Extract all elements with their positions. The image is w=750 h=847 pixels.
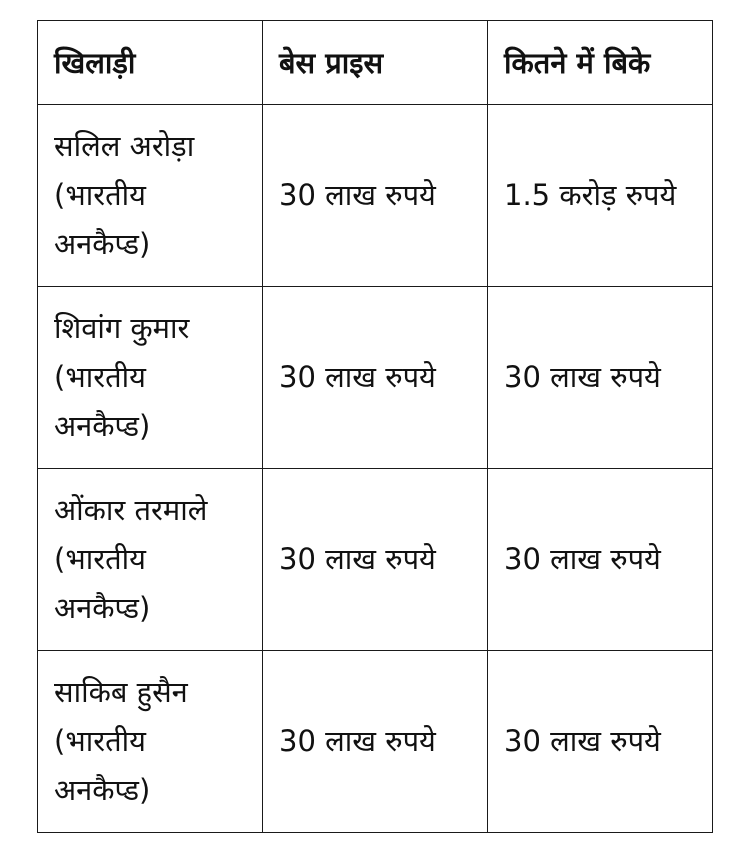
player-type: (भारतीय अनकैप्ड) bbox=[54, 542, 151, 625]
player-name: शिवांग कुमार bbox=[54, 311, 190, 345]
player-name: सलिल अरोड़ा bbox=[54, 129, 195, 163]
sold-for-cell: 1.5 करोड़ रुपये bbox=[488, 105, 713, 287]
base-price-cell: 30 लाख रुपये bbox=[263, 469, 488, 651]
table-row bbox=[38, 651, 713, 833]
base-price-cell: 30 लाख रुपये bbox=[263, 651, 488, 833]
table-header-row bbox=[38, 21, 713, 105]
header-sold-for: कितने में बिके bbox=[488, 21, 713, 105]
player-name: ओंकार तरमाले bbox=[54, 493, 208, 527]
player-name: साकिब हुसैन bbox=[54, 675, 188, 709]
table-row bbox=[38, 469, 713, 651]
player-cell bbox=[38, 287, 263, 469]
base-price-cell: 30 लाख रुपये bbox=[263, 105, 488, 287]
player-cell bbox=[38, 651, 263, 833]
player-type: (भारतीय अनकैप्ड) bbox=[54, 178, 151, 261]
player-cell bbox=[38, 469, 263, 651]
player-cell bbox=[38, 105, 263, 287]
sold-for-cell: 30 लाख रुपये bbox=[488, 287, 713, 469]
base-price-cell: 30 लाख रुपये bbox=[263, 287, 488, 469]
auction-table-container bbox=[37, 20, 712, 833]
table-row bbox=[38, 287, 713, 469]
table-row bbox=[38, 105, 713, 287]
sold-for-cell: 30 लाख रुपये bbox=[488, 469, 713, 651]
header-base-price: बेस प्राइस bbox=[263, 21, 488, 105]
player-type: (भारतीय अनकैप्ड) bbox=[54, 724, 151, 807]
player-type: (भारतीय अनकैप्ड) bbox=[54, 360, 151, 443]
header-player: खिलाड़ी bbox=[38, 21, 263, 105]
auction-table bbox=[37, 20, 713, 833]
sold-for-cell: 30 लाख रुपये bbox=[488, 651, 713, 833]
